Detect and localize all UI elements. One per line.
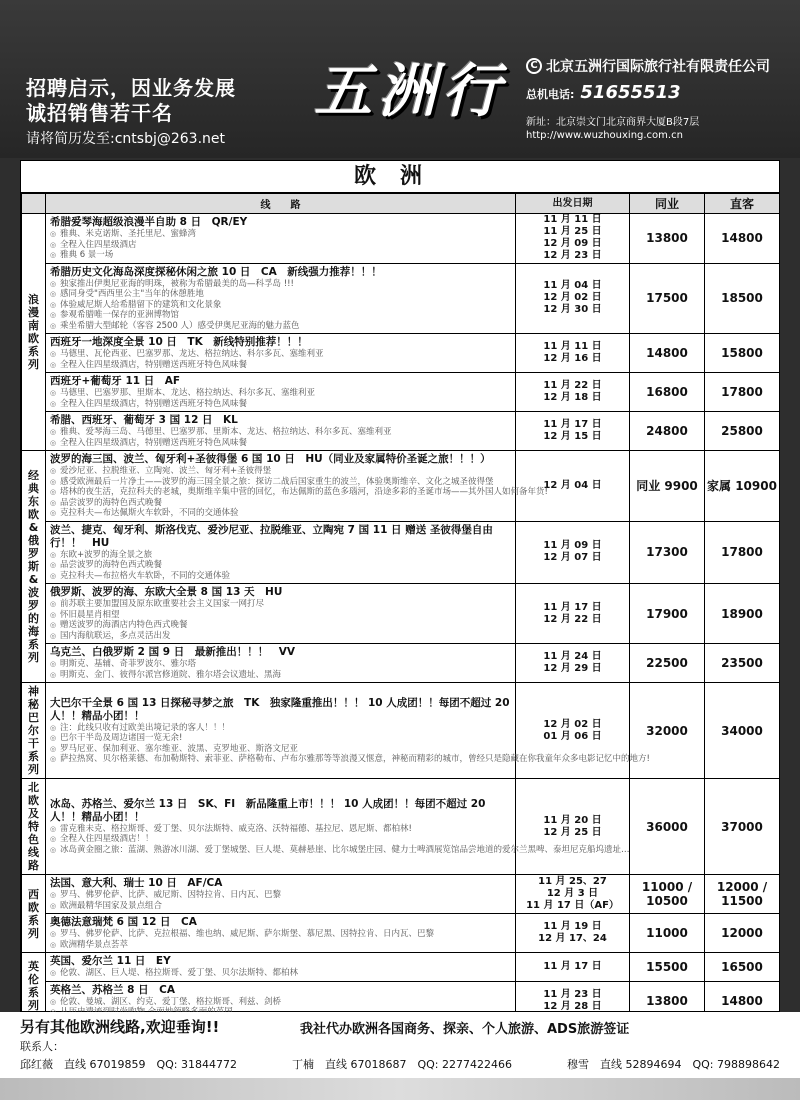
route-title: 波罗的海三国、波兰、匈牙利+圣彼得堡 6 国 10 日 HU（同业及家属特价圣诞之旅！！！） xyxy=(50,453,491,465)
footer-decoration xyxy=(0,1078,800,1100)
departure-date: 12 月 02 日 xyxy=(543,292,602,304)
route-title: 希腊爱琴海超级浪漫半自助 8 日 QR/EY xyxy=(50,216,248,228)
company-name: 北京五洲行国际旅行社有限责任公司 xyxy=(546,59,770,75)
table-row xyxy=(22,875,780,914)
route-detail-line: ◎ 独家推出伊奥尼亚海的明珠，被称为希腊最美的岛—科孚岛 !!! xyxy=(50,279,511,290)
departure-date: 12 月 16 日 xyxy=(543,353,602,364)
route-title: 乌克兰、白俄罗斯 2 国 9 日 最新推出！！！ VV xyxy=(50,646,295,658)
departure-date: 12 月 18 日 xyxy=(543,392,602,403)
table-row xyxy=(22,373,780,412)
route-detail-line: ◎ 爱沙尼亚、拉脱维亚、立陶宛、波兰、匈牙利+圣彼得堡 xyxy=(50,466,511,477)
table-row xyxy=(22,953,780,982)
visa-service-text: 我社代办欧洲各国商务、探亲、个人旅游、ADS旅游签证 xyxy=(300,1022,630,1037)
logo-text: 五洲行 xyxy=(313,57,506,125)
peer-price-cell: 32000 xyxy=(630,683,705,779)
departure-date: 12 月 30 日 xyxy=(543,304,602,316)
route-cell xyxy=(46,451,548,522)
route-detail-line: ◎ 克拉科夫—布达佩斯火车软卧，不同的交通体验 xyxy=(50,508,511,519)
departure-date: 11 月 25 日 xyxy=(543,226,602,238)
route-detail-line: ◎ 明斯克、基辅、奇菲罗波尔、雅尔塔 xyxy=(50,659,511,670)
direct-price-cell: 14800 xyxy=(705,214,780,264)
category-cell: 经典东欧&俄罗斯&波罗的海系列 xyxy=(22,451,46,683)
dates-cell xyxy=(516,644,630,683)
departure-date: 11 月 23 日 xyxy=(543,988,602,1000)
category-cell: 北欧及特色线路 xyxy=(22,779,46,875)
route-detail-line: ◎ 全程入住四星级酒店 xyxy=(50,240,511,251)
category-cell: 神秘巴尔干系列 xyxy=(22,683,46,779)
table-row xyxy=(22,263,780,334)
contact-list xyxy=(20,1056,780,1072)
peer-price-cell: 22500 xyxy=(630,644,705,683)
table-row xyxy=(22,683,780,779)
route-detail-line: ◎ 罗马、佛罗伦萨、比萨、克拉根福、维也纳、威尼斯、萨尔斯堡、慕尼黑、因特拉肯、日内瓦、巴黎 xyxy=(50,929,511,940)
more-routes-text: 另有其他欧洲线路,欢迎垂询!! xyxy=(20,1018,220,1036)
table-row xyxy=(22,914,780,953)
departure-date: 11 月 20 日 xyxy=(543,814,602,826)
route-detail-line: ◎ 怀旧晨星肖相望 xyxy=(50,610,511,621)
peer-price-cell: 11000 / 10500 xyxy=(630,875,705,914)
direct-price-cell: 12000 / 11500 xyxy=(705,875,780,914)
route-cell xyxy=(46,875,516,914)
company-name-row xyxy=(526,56,786,76)
departure-date: 11 月 04 日 xyxy=(543,280,602,292)
direct-price-cell: 17800 xyxy=(705,521,780,584)
peer-price-cell: 13800 xyxy=(630,981,705,1020)
peer-price-cell: 14800 xyxy=(630,334,705,373)
route-cell xyxy=(46,953,516,982)
route-detail-line: ◎ 塔林的夜生活，克拉科夫的老城，奥斯维辛集中营的回忆，布达佩斯的蓝色多瑙河，沿途多彩的圣诞市场——其外国人如何备年货! xyxy=(50,487,511,498)
dates-cell xyxy=(516,214,630,264)
category-cell: 英伦系列 xyxy=(22,953,46,1021)
route-detail-line: ◎ 全程入住四星级酒店，特别赠送西班牙特色风味餐 xyxy=(50,438,511,449)
departure-date: 12 月 15 日 xyxy=(543,431,602,442)
route-detail-line: ◎ 罗马、佛罗伦萨、比萨、威尼斯、因特拉肯、日内瓦、巴黎 xyxy=(50,890,511,901)
departure-date: 11 月 24 日 xyxy=(543,651,602,662)
departure-date: 11 月 25、27 xyxy=(538,876,607,887)
departure-date: 01 月 06 日 xyxy=(543,730,602,742)
departure-date: 12 月 29 日 xyxy=(543,663,602,674)
table-row xyxy=(22,644,780,683)
peer-price-cell: 13800 xyxy=(630,214,705,264)
phone-number: 51655513 xyxy=(580,82,681,103)
departure-date: 11 月 11 日 xyxy=(543,341,602,352)
route-detail-line: ◎ 东欧+波罗的海全景之旅 xyxy=(50,550,511,561)
direct-price-cell: 18500 xyxy=(705,263,780,334)
departure-date: 11 月 17 日 xyxy=(543,419,602,430)
direct-price-cell: 37000 xyxy=(705,779,780,875)
table-row xyxy=(22,412,780,451)
direct-price-cell: 25800 xyxy=(705,412,780,451)
route-detail-line: ◎ 冰岛黄金圈之旅：蓝湖、熟游冰川湖、爱丁堡城堡、巨人堤、莫赫悬崖、比尔城堡庄园、健力士啤酒展览馆品尝地道的爱尔兰黑啤、泰坦尼克船坞遗址… xyxy=(50,845,511,856)
departure-date: 11 月 17 日（AF） xyxy=(526,900,619,911)
route-detail-line: ◎ 雅典、米克诺斯、圣托里尼、蜜蜂湾 xyxy=(50,229,511,240)
route-detail-line: ◎ 注：此线只收有过欧美出境记录的客人！！！ xyxy=(50,723,511,734)
peer-price-cell: 24800 xyxy=(630,412,705,451)
dates-cell xyxy=(516,373,630,412)
peer-price-cell: 17300 xyxy=(630,521,705,584)
route-table xyxy=(21,193,780,1021)
peer-price-cell: 36000 xyxy=(630,779,705,875)
route-detail-line: ◎ 前苏联主要加盟国及原东欧重要社会主义国家一网打尽 xyxy=(50,599,511,610)
route-detail-line: ◎ 乘坐希腊大型邮轮（客容 2500 人）感受伊奥尼亚海的魅力蓝色 xyxy=(50,321,511,332)
contact-item: 邱红薇 直线 67019859 QQ: 31844772 xyxy=(20,1058,237,1071)
departure-date: 12 月 23 日 xyxy=(543,250,602,262)
direct-price-cell: 15800 xyxy=(705,334,780,373)
departure-date: 12 月 3 日 xyxy=(546,888,599,899)
route-detail-line: ◎ 雅典 6 景一场 xyxy=(50,250,511,261)
route-detail-line: ◎ 体验威尼斯人给希腊留下的建筑和文化景象 xyxy=(50,300,511,311)
route-title: 波兰、捷克、匈牙利、斯洛伐克、爱沙尼亚、拉脱维亚、立陶宛 7 国 11 日 赠送 圣彼得堡自由行！！ HU xyxy=(50,523,493,549)
recruit-headline: 招聘启示，因业务发展 xyxy=(26,76,236,100)
route-detail-line: ◎ 雷克雅未克、格拉斯哥、爱丁堡、贝尔法斯特、威克洛、沃特福德、基拉尼、恩尼斯、都柏林! xyxy=(50,824,511,835)
direct-price-cell: 12000 xyxy=(705,914,780,953)
route-detail-line: ◎ 巴尔干半岛及周边诸国一览无余! xyxy=(50,733,511,744)
contact-label: 联系人： xyxy=(20,1040,64,1053)
contact-item: 丁楠 直线 67018687 QQ: 2277422466 xyxy=(292,1058,512,1071)
direct-price-cell: 家属 10900 xyxy=(705,451,780,522)
phone-row xyxy=(526,82,786,103)
route-title: 西班牙+葡萄牙 11 日 AF xyxy=(50,375,181,387)
category-cell: 浪漫南欧系列 xyxy=(22,214,46,451)
route-detail-line: ◎ 马德里、瓦伦西亚、巴塞罗那、龙达、格拉纳达、科尔多瓦、塞维利亚 xyxy=(50,349,511,360)
route-detail-line: ◎ 伦敦、曼城、湖区、约克、爱丁堡、格拉斯哥、利兹、剑桥 xyxy=(50,997,511,1008)
route-cell xyxy=(46,373,516,412)
route-detail-line: ◎ 雅典、爱琴海三岛、马德里、巴塞罗那、里斯本、龙达、格拉纳达、科尔多瓦、塞维利亚 xyxy=(50,427,511,438)
departure-date: 11 月 17 日 xyxy=(543,601,602,613)
peer-price-cell: 16800 xyxy=(630,373,705,412)
route-detail-line: ◎ 感同身受"西西里公主"当年的休憩胜地 xyxy=(50,289,511,300)
dates-cell xyxy=(516,412,630,451)
route-title: 冰岛、苏格兰、爱尔兰 13 日 SK、FI 新品隆重上市！！！ 10 人成团！！每团不超过 20 人！！精品小团！！ xyxy=(50,797,486,823)
route-detail-line: ◎ 欧洲最精华国家及景点组合 xyxy=(50,901,511,912)
route-detail-line: ◎ 品尝波罗的海特色西式晚餐 xyxy=(50,498,511,509)
departure-date: 12 月 25 日 xyxy=(543,826,602,838)
dates-cell xyxy=(516,914,630,953)
route-detail-line: ◎ 品尝波罗的海特色西式晚餐 xyxy=(50,560,511,571)
peer-price-cell: 15500 xyxy=(630,953,705,982)
route-title: 希腊历史文化海岛深度探秘休闲之旅 10 日 CA 新线强力推荐！！！ xyxy=(50,265,382,278)
departure-date: 12 月 17、24 xyxy=(538,933,607,944)
direct-price-column-header: 直客 xyxy=(705,194,780,214)
route-title: 俄罗斯、波罗的海、东欧大全景 8 国 13 天 HU xyxy=(50,586,283,598)
route-detail-line: ◎ 全程入住四星级酒店，特别赠送西班牙特色风味餐 xyxy=(50,399,511,410)
route-cell xyxy=(46,263,516,334)
departure-date: 12 月 07 日 xyxy=(543,552,602,564)
peer-price-cell: 17500 xyxy=(630,263,705,334)
route-cell xyxy=(46,334,516,373)
brand-logo xyxy=(300,36,520,136)
dates-cell xyxy=(516,334,630,373)
direct-price-cell: 18900 xyxy=(705,584,780,644)
departure-date: 11 月 09 日 xyxy=(543,540,602,552)
route-detail-line: ◎ 克拉科夫—布拉格火车软卧，不同的交通体验 xyxy=(50,571,511,582)
dates-cell xyxy=(516,875,630,914)
dates-cell xyxy=(516,584,630,644)
route-detail-line: ◎ 全程入住四星级酒店！！ xyxy=(50,834,511,845)
table-row xyxy=(22,334,780,373)
route-title: 法国、意大利、瑞士 10 日 AF/CA xyxy=(50,877,223,889)
table-row xyxy=(22,779,780,875)
dates-cell xyxy=(516,683,630,779)
departure-date: 12 月 02 日 xyxy=(543,718,602,730)
departure-date: 12 月 09 日 xyxy=(543,238,602,250)
company-mark-icon: C xyxy=(526,58,542,74)
route-title: 英格兰、苏格兰 8 日 CA xyxy=(50,983,175,996)
departure-date: 12 月 04 日 xyxy=(543,479,602,491)
departure-date: 11 月 19 日 xyxy=(543,921,602,932)
dates-cell xyxy=(516,263,630,334)
dates-cell xyxy=(516,953,630,982)
dates-column-header: 出发日期 xyxy=(516,194,630,214)
route-detail-line: ◎ 伦敦、湖区、巨人堤、格拉斯哥、爱丁堡、贝尔法斯特、都柏林 xyxy=(50,968,511,979)
table-row xyxy=(22,521,780,584)
direct-price-cell: 23500 xyxy=(705,644,780,683)
route-cell xyxy=(46,914,516,953)
route-cell xyxy=(46,644,516,683)
header-banner xyxy=(0,0,800,158)
route-cell xyxy=(46,412,516,451)
table-header-row xyxy=(22,194,780,214)
peer-price-cell: 同业 9900 xyxy=(630,451,705,522)
route-detail-line: ◎ 国内海航联运，多点灵活出发 xyxy=(50,631,511,642)
direct-price-cell: 17800 xyxy=(705,373,780,412)
departure-date: 11 月 22 日 xyxy=(543,380,602,391)
route-detail-line: ◎ 感受欧洲最后一片净土——波罗的海三国全景之旅：探访二战后国家重生的波兰，体验奥斯维辛、文化之城圣彼得堡 xyxy=(50,477,511,488)
route-cell xyxy=(46,214,516,264)
price-list xyxy=(20,160,780,1012)
table-row xyxy=(22,451,780,522)
route-detail-line: ◎ 萨拉热窝、贝尔格莱德、布加勒斯特、索菲亚、萨格勒布、卢布尔雅那等等浪漫又惬意，神秘而精彩的城市，曾经只是隐藏在你我童年众多电影记忆中的地方! xyxy=(50,754,511,765)
table-row xyxy=(22,584,780,644)
direct-price-cell: 16500 xyxy=(705,953,780,982)
category-column-header xyxy=(22,194,46,214)
departure-date: 11 月 17 日 xyxy=(543,960,602,972)
peer-price-cell: 17900 xyxy=(630,584,705,644)
departure-date: 11 月 11 日 xyxy=(543,214,602,226)
dates-cell xyxy=(516,451,630,522)
route-title: 英国、爱尔兰 11 日 EY xyxy=(50,955,171,967)
route-detail-line: ◎ 赠送波罗的海酒店内特色西式晚餐 xyxy=(50,620,511,631)
recruit-email: 请将简历发至:cntsbj@263.net xyxy=(26,131,225,147)
route-title: 西班牙一地深度全景 10 日 TK 新线特别推荐！！！ xyxy=(50,336,308,348)
route-title: 大巴尔干全景 6 国 13 日探秘寻梦之旅 TK 独家隆重推出！！！ 10 人成团！！每团不超过 20 人！！精品小团！！ xyxy=(50,696,510,722)
route-detail-line: ◎ 参观希腊唯一保存的亚洲博物馆 xyxy=(50,310,511,321)
dates-cell xyxy=(516,779,630,875)
peer-price-column-header: 同业 xyxy=(630,194,705,214)
route-title: 奥德法意瑞梵 6 国 12 日 CA xyxy=(50,916,197,928)
table-row xyxy=(22,214,780,264)
table-body xyxy=(22,214,780,1021)
route-detail-line: ◎ 全程入住四星级酒店，特别赠送西班牙特色风味餐 xyxy=(50,360,511,371)
route-detail-line: ◎ 欧洲精华景点荟萃 xyxy=(50,940,511,951)
departure-date: 12 月 22 日 xyxy=(543,613,602,625)
page-title: 欧洲 xyxy=(21,161,779,193)
recruit-subheadline: 诚招销售若干名 xyxy=(26,101,173,125)
direct-price-cell: 34000 xyxy=(705,683,780,779)
company-address: 新址：北京崇文门北京商界大厦B段7层 xyxy=(526,117,700,128)
departure-date: 12 月 28 日 xyxy=(543,1000,602,1012)
company-info xyxy=(526,56,786,141)
footer xyxy=(0,1012,800,1100)
route-detail-line: ◎ 明斯克、金门、彼得尔派宫修道院、雅尔塔会议遗址、黑海 xyxy=(50,670,511,681)
dates-cell xyxy=(516,521,630,584)
company-url: http://www.wuzhouxing.com.cn xyxy=(526,130,683,141)
contact-item: 穆雪 直线 52894694 QQ: 798898642 xyxy=(567,1058,780,1071)
category-cell: 西欧系列 xyxy=(22,875,46,953)
route-column-header: 线 路 xyxy=(46,194,516,214)
peer-price-cell: 11000 xyxy=(630,914,705,953)
route-cell xyxy=(46,521,516,584)
route-cell xyxy=(46,584,516,644)
route-title: 希腊、西班牙、葡萄牙 3 国 12 日 KL xyxy=(50,414,238,426)
phone-label: 总机电话: xyxy=(526,88,575,101)
direct-price-cell: 14800 xyxy=(705,981,780,1020)
route-detail-line: ◎ 罗马尼亚、保加利亚、塞尔维亚、波黑、克罗地亚、斯洛文尼亚 xyxy=(50,744,511,755)
route-detail-line: ◎ 马德里、巴塞罗那、里斯本、龙达、格拉纳达、科尔多瓦、塞维利亚 xyxy=(50,388,511,399)
